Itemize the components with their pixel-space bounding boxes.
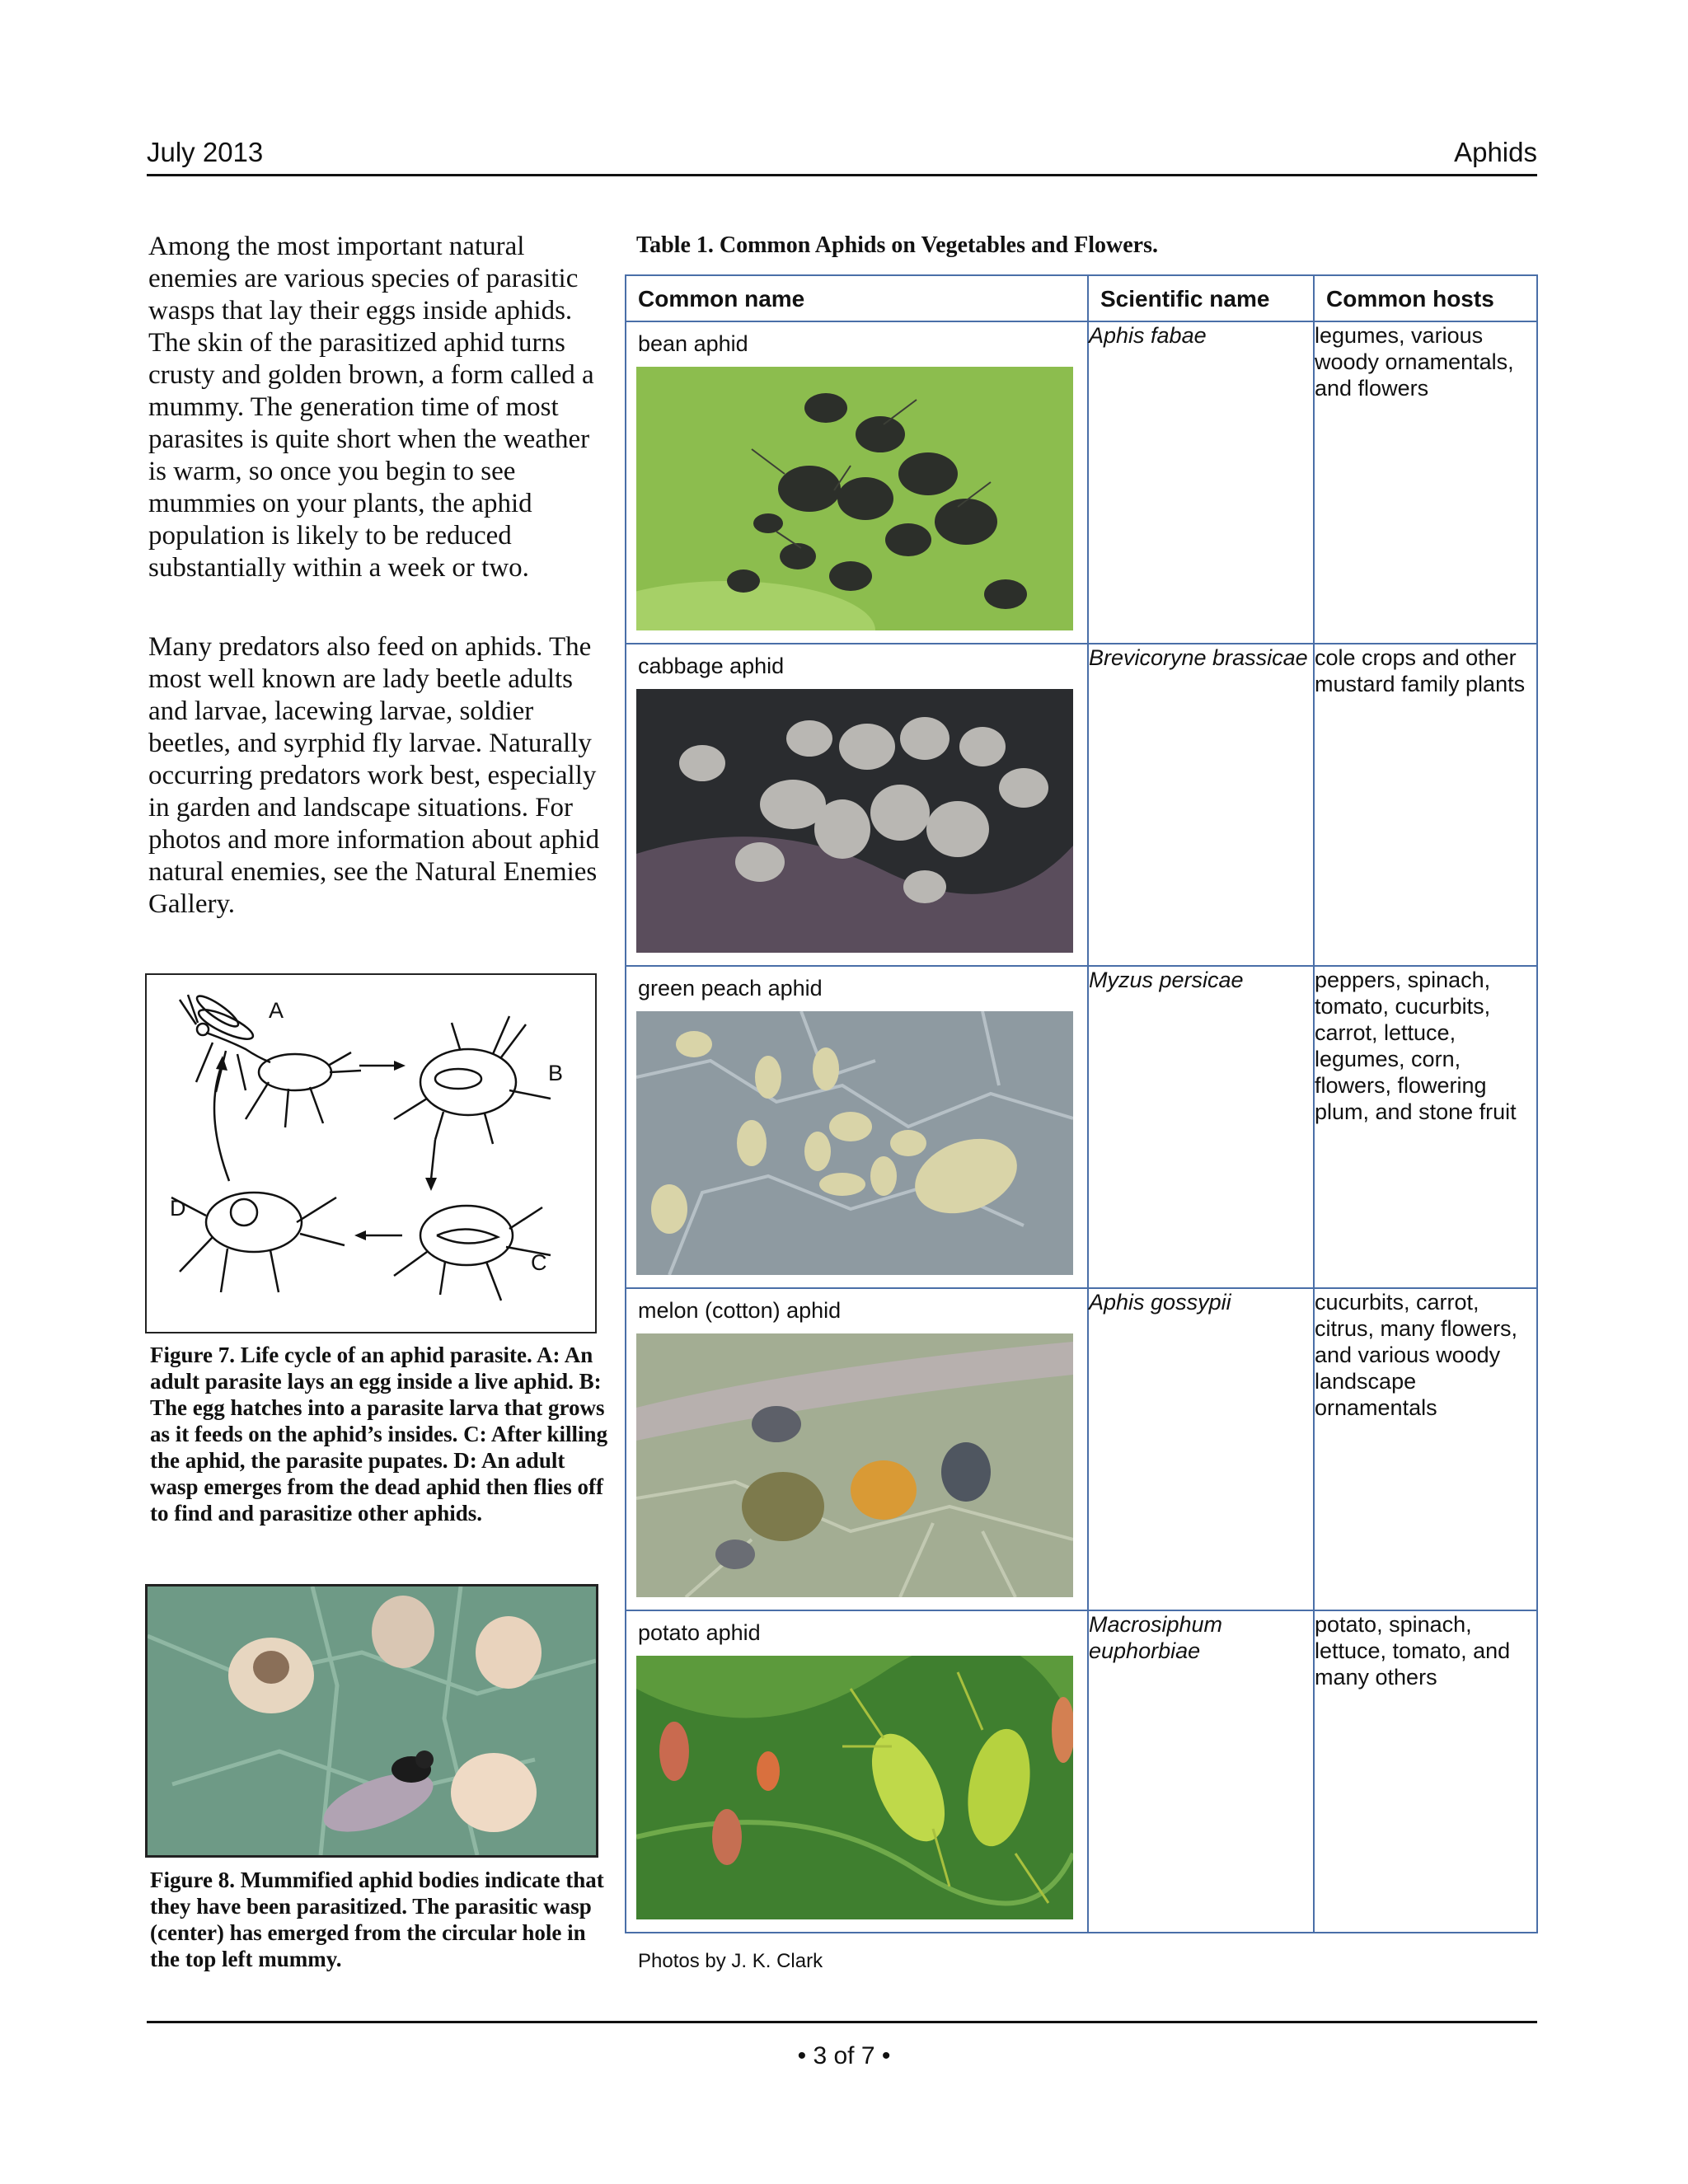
cabbage-aphid-photo (636, 689, 1073, 953)
mummies-photo (148, 1586, 596, 1855)
scientific-name: Aphis fabae (1088, 321, 1314, 644)
figure-7-life-cycle-drawing (145, 973, 597, 1333)
header-common-hosts: Common hosts (1314, 275, 1537, 321)
page-number: • 3 of 7 • (797, 2042, 891, 2069)
scientific-name: Aphis gossypii (1088, 1288, 1314, 1610)
green-peach-aphid-photo (636, 1011, 1073, 1275)
photo-credit: Photos by J. K. Clark (638, 1950, 823, 1972)
figure-8-photo-mummified-aphids (145, 1584, 598, 1858)
scientific-name: Brevicoryne brassicae (1088, 644, 1314, 966)
figure-8-caption: Figure 8. Mummified aphid bodies indicate that they have been parasitized. The parasitic wasp (center) has emerged from the circular hole in the top left mummy. (150, 1868, 604, 1971)
figure-7-caption: Figure 7. Life cycle of an aphid parasite. A: An adult parasite lays an egg inside a live aphid. B: The egg hatches into a parasite larva that grows as it feeds on the aphid’s insides. C: After killing the aphid, the parasite pupates. D: An adult wasp emerges from the dead aphid then flies off to find and parasitize other aphids. (150, 1343, 608, 1526)
common-name-cell (626, 1610, 1088, 1933)
table-header-row (626, 275, 1537, 321)
figure-7-label-c: C (531, 1250, 547, 1275)
common-hosts: legumes, various woody ornamentals, and flowers (1314, 321, 1537, 644)
common-hosts: peppers, spinach, tomato, cucurbits, carrot, lettuce, legumes, corn, flowers, flowering plum, and stone fruit (1314, 966, 1537, 1288)
header-scientific-name: Scientific name (1088, 275, 1314, 321)
common-aphids-table (625, 274, 1538, 1933)
body-paragraph-parasitic-wasps: Among the most important natural enemies are various species of parasitic wasps that lay their eggs inside aphids. The skin of the parasitized aphid turns crusty and golden brown, a form called a mummy. The generation time of most parasites is quite short when the weather is warm, so once you begin to see mummies on your plants, the aphid population is likely to be reduced substantially within a week or two. (148, 232, 594, 583)
table-row (626, 1288, 1537, 1610)
header-date: July 2013 (147, 137, 264, 167)
scientific-name: Macrosiphum euphorbiae (1088, 1610, 1314, 1933)
common-name: bean aphid (638, 331, 748, 356)
header-rule (147, 174, 1537, 176)
body-paragraph-predators: Many predators also feed on aphids. The most well known are lady beetle adults and larvae, lacewing larvae, soldier beetles, and syrphid fly larvae. Naturally occurring predators work best, especially in garden and landscape situations. For photos and more information about aphid natural enemies, see the Natural Enemies Gallery. (148, 632, 600, 919)
table-row (626, 321, 1537, 644)
table-row (626, 644, 1537, 966)
figure-7-label-d: D (170, 1196, 186, 1221)
common-name-cell (626, 966, 1088, 1288)
common-name-cell (626, 321, 1088, 644)
bean-aphid-photo (636, 367, 1073, 630)
figure-7-label-b: B (548, 1061, 564, 1085)
figure-7-label-a: A (269, 998, 284, 1023)
table-title: Table 1. Common Aphids on Vegetables and Flowers. (636, 232, 1158, 258)
common-name-cell (626, 644, 1088, 966)
common-hosts: cucurbits, carrot, citrus, many flowers, and various woody landscape ornamentals (1314, 1288, 1537, 1610)
common-name: cabbage aphid (638, 654, 785, 678)
common-hosts: potato, spinach, lettuce, tomato, and many others (1314, 1610, 1537, 1933)
common-name: melon (cotton) aphid (638, 1298, 842, 1323)
common-name: potato aphid (638, 1620, 761, 1645)
table-row (626, 966, 1537, 1288)
life-cycle-illustration (147, 975, 595, 1332)
common-name: green peach aphid (638, 976, 823, 1001)
table-row (626, 1610, 1537, 1933)
footer-rule (147, 2021, 1537, 2023)
scientific-name: Myzus persicae (1088, 966, 1314, 1288)
melon-aphid-photo (636, 1333, 1073, 1597)
common-hosts: cole crops and other mustard family plants (1314, 644, 1537, 966)
common-name-cell (626, 1288, 1088, 1610)
header-title: Aphids (1454, 137, 1537, 167)
header-common-name: Common name (626, 275, 1088, 321)
potato-aphid-photo (636, 1656, 1073, 1919)
